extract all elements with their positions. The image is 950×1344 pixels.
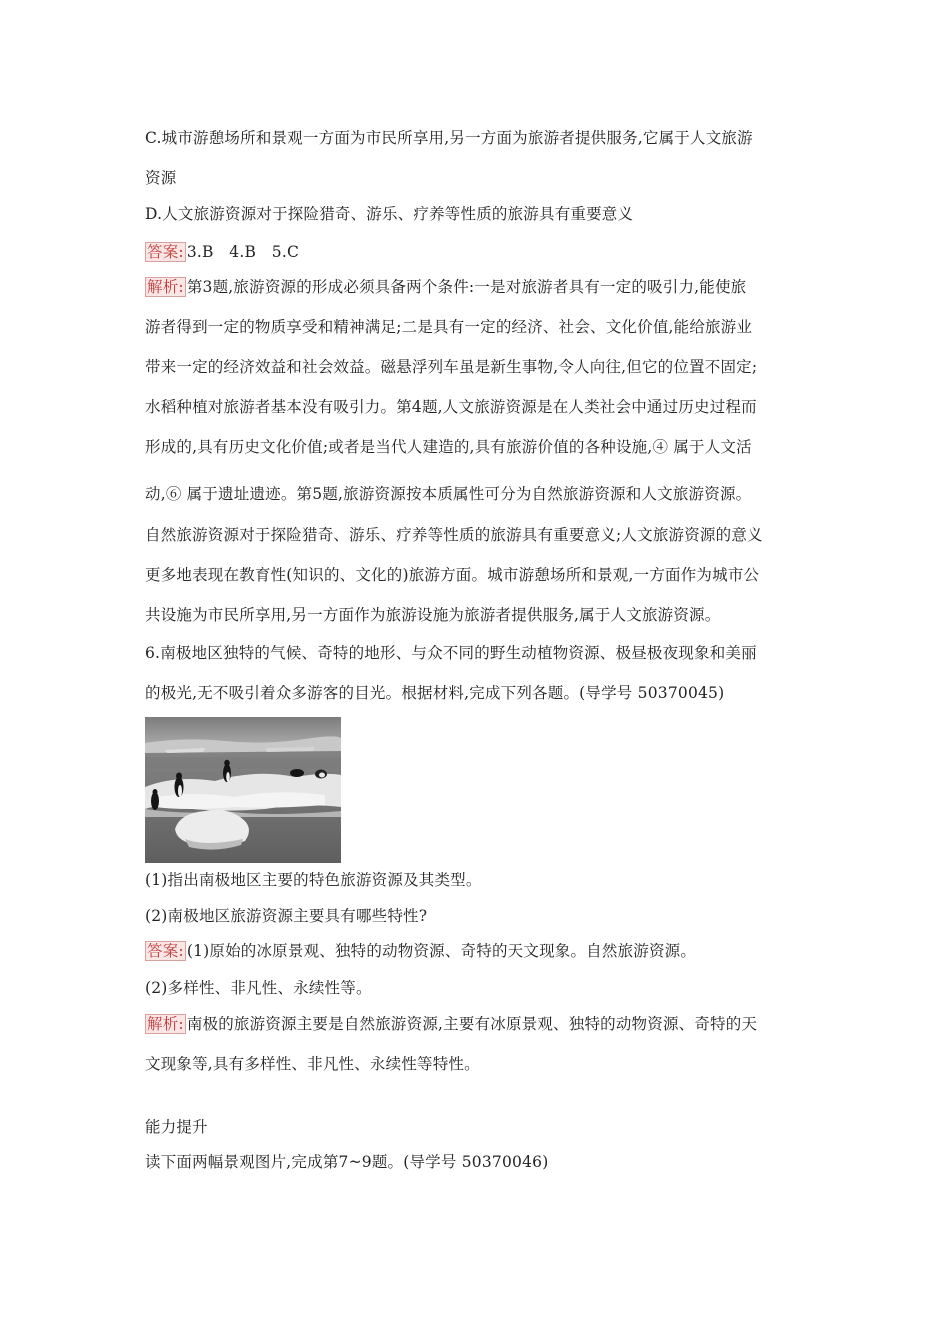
- analysis-tag: 解析:: [147, 1015, 184, 1033]
- option-c-line-1: C.城市游憩场所和景观一方面为市民所享用,另一方面为旅游者提供服务,它属于人文旅游: [145, 129, 753, 147]
- analysis-line-8: 更多地表现在教育性(知识的、文化的)旅游方面。城市游憩场所和景观,一方面作为城市公: [145, 566, 760, 584]
- analysis-line-5: 形成的,具有历史文化价值;或者是当代人建造的,具有旅游价值的各种设施,④ 属于人文活: [145, 438, 752, 456]
- analysis-line-1: 解析: 第3题,旅游资源的形成必须具备两个条件:一是对旅游者具有一定的吸引力,能使旅: [147, 278, 747, 296]
- analysis-line-4: 水稻种植对旅游者基本没有吸引力。第4题,人文旅游资源是在人类社会中通过历史过程而: [145, 398, 757, 416]
- answer-3-5-line: 答案: 3.B 4.B 5.C: [147, 243, 300, 261]
- antarctic-penguin-photo: [145, 717, 341, 863]
- analysis-line-7: 自然旅游资源对于探险猎奇、游乐、疗养等性质的旅游具有重要意义;人文旅游资源的意义: [145, 526, 763, 544]
- answer-6-line-2: (2)多样性、非凡性、永续性等。: [145, 979, 372, 997]
- question-6-line-2: 的极光,无不吸引着众多游客的目光。根据材料,完成下列各题。(导学号 50370045): [145, 684, 725, 702]
- question-6-line-1: 6.南极地区独特的气候、奇特的地形、与众不同的野生动植物资源、极昼极夜现象和美丽: [145, 644, 757, 662]
- penguin-photo-image: [145, 717, 341, 863]
- analysis-line-2: 游者得到一定的物质享受和精神满足;二是具有一定的经济、社会、文化价值,能给旅游业: [145, 318, 753, 336]
- question-7-9-line: 读下面两幅景观图片,完成第7~9题。(导学号 50370046): [145, 1153, 549, 1171]
- analysis-line-6: 动,⑥ 属于遗址遗迹。第5题,旅游资源按本质属性可分为自然旅游资源和人文旅游资源。: [145, 485, 752, 503]
- analysis-6-line-2: 文现象等,具有多样性、非凡性、永续性等特性。: [145, 1055, 480, 1073]
- question-6-sub-1: (1)指出南极地区主要的特色旅游资源及其类型。: [145, 871, 482, 889]
- question-6-sub-2: (2)南极地区旅游资源主要具有哪些特性?: [145, 907, 428, 925]
- analysis-6-line-1: 解析: 南极的旅游资源主要是自然旅游资源,主要有冰原景观、独特的动物资源、奇特的天: [147, 1015, 758, 1033]
- option-c-line-2: 资源: [145, 169, 177, 187]
- answer-tag: 答案:: [147, 942, 184, 960]
- section-title-ability: 能力提升: [145, 1118, 208, 1136]
- analysis-tag: 解析:: [147, 278, 184, 296]
- analysis-line-9: 共设施为市民所享用,另一方面作为旅游设施为旅游者提供服务,属于人文旅游资源。: [145, 606, 721, 624]
- answer-6-line-1: 答案: (1)原始的冰原景观、独特的动物资源、奇特的天文现象。自然旅游资源。: [147, 942, 697, 960]
- option-d-line: D.人文旅游资源对于探险猎奇、游乐、疗养等性质的旅游具有重要意义: [145, 205, 634, 223]
- analysis-line-3: 带来一定的经济效益和社会效益。磁悬浮列车虽是新生事物,令人向往,但它的位置不固定;: [145, 358, 758, 376]
- answer-tag: 答案:: [147, 243, 184, 261]
